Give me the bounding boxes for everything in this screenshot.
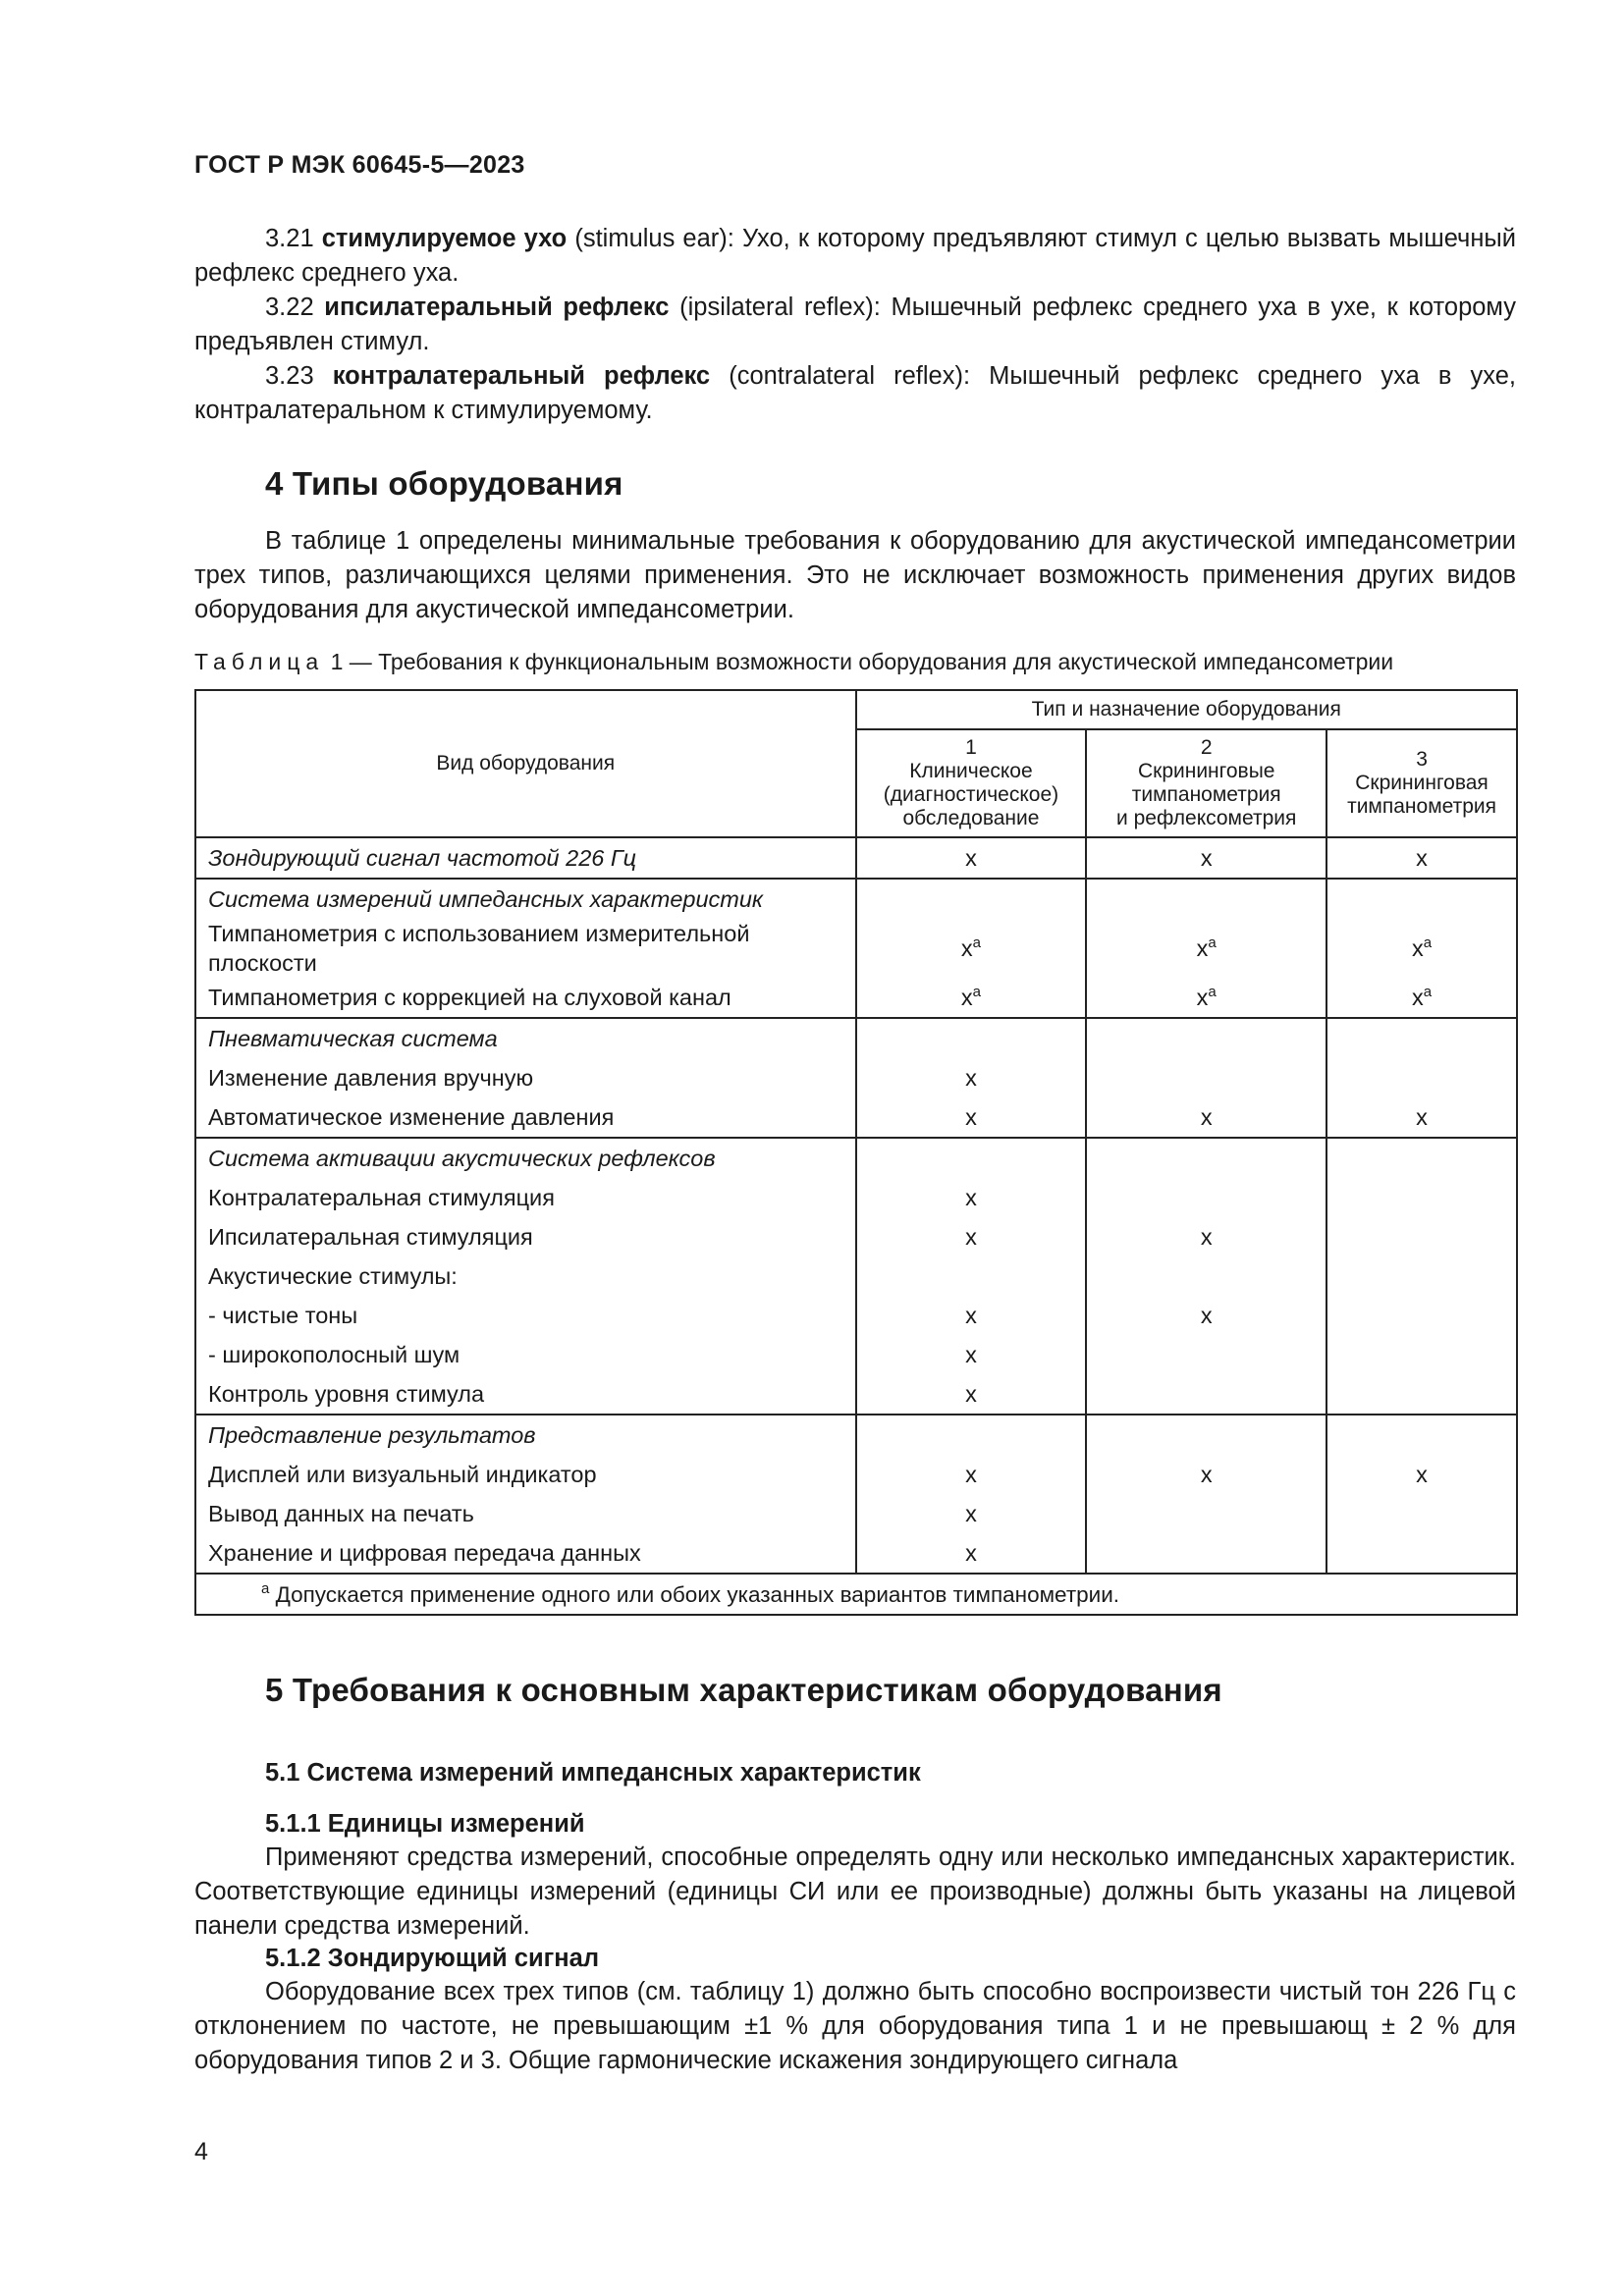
footnote-ref: a (972, 984, 981, 1000)
column-header-equipment: Вид оборудования (195, 690, 856, 837)
cell-type-2 (1086, 1138, 1326, 1178)
cell-type-2 (1086, 1018, 1326, 1058)
cell-type-3 (1326, 879, 1517, 919)
row-label: Тимпанометрия с коррекцией на слуховой канал (195, 978, 856, 1018)
cell-type-2 (1086, 1296, 1326, 1335)
row-group-label: Система измерений импедансных характеристик (195, 879, 856, 919)
definition-term: стимулируемое ухо (321, 225, 568, 252)
cell-type-1 (856, 1415, 1087, 1455)
check-mark: x (1416, 1461, 1428, 1487)
definition-text: (ipsilateral reflex): Мышечный рефлекс среднего уха в ухе, к которому предъявлен стимул. (194, 294, 1516, 355)
table-row (195, 978, 1517, 1018)
check-mark: x (960, 985, 973, 1010)
check-mark: x (965, 1302, 977, 1328)
check-mark: x (1412, 935, 1424, 961)
cell-type-3 (1326, 1415, 1517, 1455)
table-body (195, 837, 1517, 1574)
definition-number: 3.21 (265, 225, 314, 252)
cell-type-1 (856, 1494, 1087, 1533)
document-header: ГОСТ Р МЭК 60645-5—2023 (194, 151, 525, 179)
subsection-5-1-title: 5.1 Система измерений импедансных характеристик (265, 1759, 921, 1787)
cell-type-1 (856, 1296, 1087, 1335)
cell-type-3 (1326, 1018, 1517, 1058)
row-label: Акустические стимулы: (195, 1256, 856, 1296)
row-group-label: Пневматическая система (195, 1018, 856, 1058)
definition-number: 3.23 (265, 362, 314, 390)
subsection-5-1-1-body (194, 1841, 1516, 1944)
row-label: Хранение и цифровая передача данных (195, 1533, 856, 1574)
table-row (195, 1415, 1517, 1455)
check-mark: x (1412, 985, 1424, 1010)
definition-text: (contralateral reflex): Мышечный рефлекс среднего уха в ухе, контралатеральном к стимулируемому. (194, 362, 1516, 424)
check-mark: x (1196, 935, 1209, 961)
row-label: Контралатеральная стимуляция (195, 1178, 856, 1217)
cell-type-1 (856, 1256, 1087, 1296)
table-footnote (195, 1574, 1517, 1615)
subsection-5-1-2-body (194, 1975, 1516, 2078)
cell-type-2 (1086, 1097, 1326, 1138)
definition-3-21 (194, 222, 1516, 291)
cell-type-3 (1326, 919, 1517, 978)
cell-type-2 (1086, 837, 1326, 879)
row-label: - чистые тоны (195, 1296, 856, 1335)
cell-type-2 (1086, 1217, 1326, 1256)
row-group-label: Зондирующий сигнал частотой 226 Гц (195, 837, 856, 879)
check-mark: x (965, 1539, 977, 1566)
cell-type-3 (1326, 978, 1517, 1018)
footnote-ref: a (1423, 984, 1433, 1000)
table-caption (194, 649, 1393, 675)
cell-type-1 (856, 1097, 1087, 1138)
cell-type-2 (1086, 1256, 1326, 1296)
row-group-label: Представление результатов (195, 1415, 856, 1455)
check-mark: x (965, 1064, 977, 1091)
table-row (195, 1217, 1517, 1256)
row-label: Тимпанометрия с использованием измерительной плоскости (195, 919, 856, 978)
check-mark: x (1200, 1223, 1213, 1250)
check-mark: x (965, 1341, 977, 1367)
table-row (195, 1455, 1517, 1494)
subsection-5-1-2-title: 5.1.2 Зондирующий сигнал (265, 1945, 600, 1972)
cell-type-1 (856, 1374, 1087, 1415)
table-row (195, 1335, 1517, 1374)
check-mark: x (1416, 1103, 1428, 1130)
footnote-ref: a (972, 934, 981, 951)
column-group-header: Тип и назначение оборудования (856, 690, 1517, 729)
cell-type-2 (1086, 879, 1326, 919)
table-row (195, 919, 1517, 978)
table-row (195, 1018, 1517, 1058)
check-mark: x (1200, 1302, 1213, 1328)
cell-type-3 (1326, 1217, 1517, 1256)
definition-term: ипсилатеральный рефлекс (324, 294, 670, 321)
table-row (195, 1494, 1517, 1533)
check-mark: x (1196, 985, 1209, 1010)
section-5-title: 5 Требования к основным характеристикам оборудования (265, 1672, 1222, 1708)
cell-type-1 (856, 1018, 1087, 1058)
definition-3-23 (194, 359, 1516, 428)
cell-type-1 (856, 919, 1087, 978)
cell-type-3 (1326, 1296, 1517, 1335)
cell-type-3 (1326, 1374, 1517, 1415)
section-4-title: 4 Типы оборудования (265, 465, 623, 502)
equipment-requirements-table (194, 689, 1518, 1616)
cell-type-2 (1086, 919, 1326, 978)
footnote-ref: a (1208, 934, 1217, 951)
check-mark: x (965, 1184, 977, 1210)
table-row (195, 879, 1517, 919)
table-caption-text: 1 — Требования к функциональным возможности оборудования для акустической импедансометрии (324, 649, 1394, 674)
column-header-type-1: 1 Клиническое (диагностическое) обследование (856, 729, 1087, 837)
section-4-paragraph: В таблице 1 определены минимальные требования к оборудованию для акустической импедансометрии трех типов, различающихся целями применения. Это не исключает возможность применения других видов оборудования для акустической импедансометрии. (194, 527, 1516, 623)
check-mark: x (965, 1223, 977, 1250)
cell-type-3 (1326, 1256, 1517, 1296)
cell-type-1 (856, 1217, 1087, 1256)
cell-type-3 (1326, 1533, 1517, 1574)
cell-type-1 (856, 1533, 1087, 1574)
subsection-5-1-1-title: 5.1.1 Единицы измерений (265, 1810, 585, 1838)
section-4-body (194, 524, 1516, 627)
definition-3-22 (194, 291, 1516, 359)
table-caption-word: Таблица (194, 649, 325, 674)
table-row (195, 1097, 1517, 1138)
cell-type-3 (1326, 1178, 1517, 1217)
cell-type-1 (856, 837, 1087, 879)
definition-term: контралатеральный рефлекс (332, 362, 711, 390)
footnote-ref: a (1208, 984, 1217, 1000)
check-mark: x (965, 1103, 977, 1130)
table-row (195, 1178, 1517, 1217)
table-row (195, 1256, 1517, 1296)
definition-text: (stimulus ear): Ухо, к которому предъявляют стимул с целью вызвать мышечный рефлекс среднего уха. (194, 225, 1516, 287)
cell-type-1 (856, 978, 1087, 1018)
cell-type-2 (1086, 1058, 1326, 1097)
cell-type-3 (1326, 1097, 1517, 1138)
cell-type-3 (1326, 1455, 1517, 1494)
row-label: - широкополосный шум (195, 1335, 856, 1374)
check-mark: x (965, 1500, 977, 1526)
check-mark: x (1416, 844, 1428, 871)
row-label: Автоматическое изменение давления (195, 1097, 856, 1138)
definitions-block (194, 222, 1516, 428)
cell-type-2 (1086, 978, 1326, 1018)
check-mark: x (1200, 844, 1213, 871)
row-label: Вывод данных на печать (195, 1494, 856, 1533)
cell-type-3 (1326, 837, 1517, 879)
check-mark: x (960, 935, 973, 961)
column-header-type-2: 2 Скрининговые тимпанометрия и рефлексометрия (1086, 729, 1326, 837)
table-row (195, 1533, 1517, 1574)
cell-type-2 (1086, 1335, 1326, 1374)
table-row (195, 1058, 1517, 1097)
cell-type-1 (856, 879, 1087, 919)
paragraph-5-1-2: Оборудование всех трех типов (см. таблицу 1) должно быть способно воспроизвести чистый тон 226 Гц с отклонением по частоте, не превышающим ±1 % для оборудования типа 1 и не превышающ ± 2 % для оборудования типов 2 и 3. Общие гармонические искажения зондирующего сигнала (194, 1978, 1516, 2074)
table-row (195, 837, 1517, 879)
check-mark: x (1200, 1103, 1213, 1130)
cell-type-1 (856, 1058, 1087, 1097)
definition-number: 3.22 (265, 294, 314, 321)
row-label: Ипсилатеральная стимуляция (195, 1217, 856, 1256)
check-mark: x (965, 1461, 977, 1487)
cell-type-2 (1086, 1374, 1326, 1415)
table-row (195, 1374, 1517, 1415)
paragraph-5-1-1: Применяют средства измерений, способные определять одну или несколько импедансных характеристик. Соответствующие единицы измерений (единицы СИ или ее производные) должны быть указаны на лицевой панели средства измерений. (194, 1843, 1516, 1940)
cell-type-1 (856, 1178, 1087, 1217)
cell-type-3 (1326, 1335, 1517, 1374)
cell-type-3 (1326, 1494, 1517, 1533)
check-mark: x (1200, 1461, 1213, 1487)
page-number: 4 (194, 2138, 208, 2165)
cell-type-3 (1326, 1058, 1517, 1097)
row-label: Контроль уровня стимула (195, 1374, 856, 1415)
footnote-ref: a (1423, 934, 1433, 951)
cell-type-1 (856, 1335, 1087, 1374)
cell-type-2 (1086, 1494, 1326, 1533)
footnote-marker: a (261, 1580, 270, 1597)
column-header-type-3: 3 Скрининговая тимпанометрия (1326, 729, 1517, 837)
cell-type-1 (856, 1455, 1087, 1494)
cell-type-2 (1086, 1415, 1326, 1455)
table-row (195, 1138, 1517, 1178)
row-label: Изменение давления вручную (195, 1058, 856, 1097)
row-group-label: Система активации акустических рефлексов (195, 1138, 856, 1178)
cell-type-3 (1326, 1138, 1517, 1178)
footnote-text: Допускается применение одного или обоих указанных вариантов тимпанометрии. (269, 1582, 1120, 1607)
check-mark: x (965, 1380, 977, 1407)
cell-type-2 (1086, 1455, 1326, 1494)
cell-type-1 (856, 1138, 1087, 1178)
table-row (195, 1296, 1517, 1335)
cell-type-2 (1086, 1533, 1326, 1574)
row-label: Дисплей или визуальный индикатор (195, 1455, 856, 1494)
cell-type-2 (1086, 1178, 1326, 1217)
check-mark: x (965, 844, 977, 871)
